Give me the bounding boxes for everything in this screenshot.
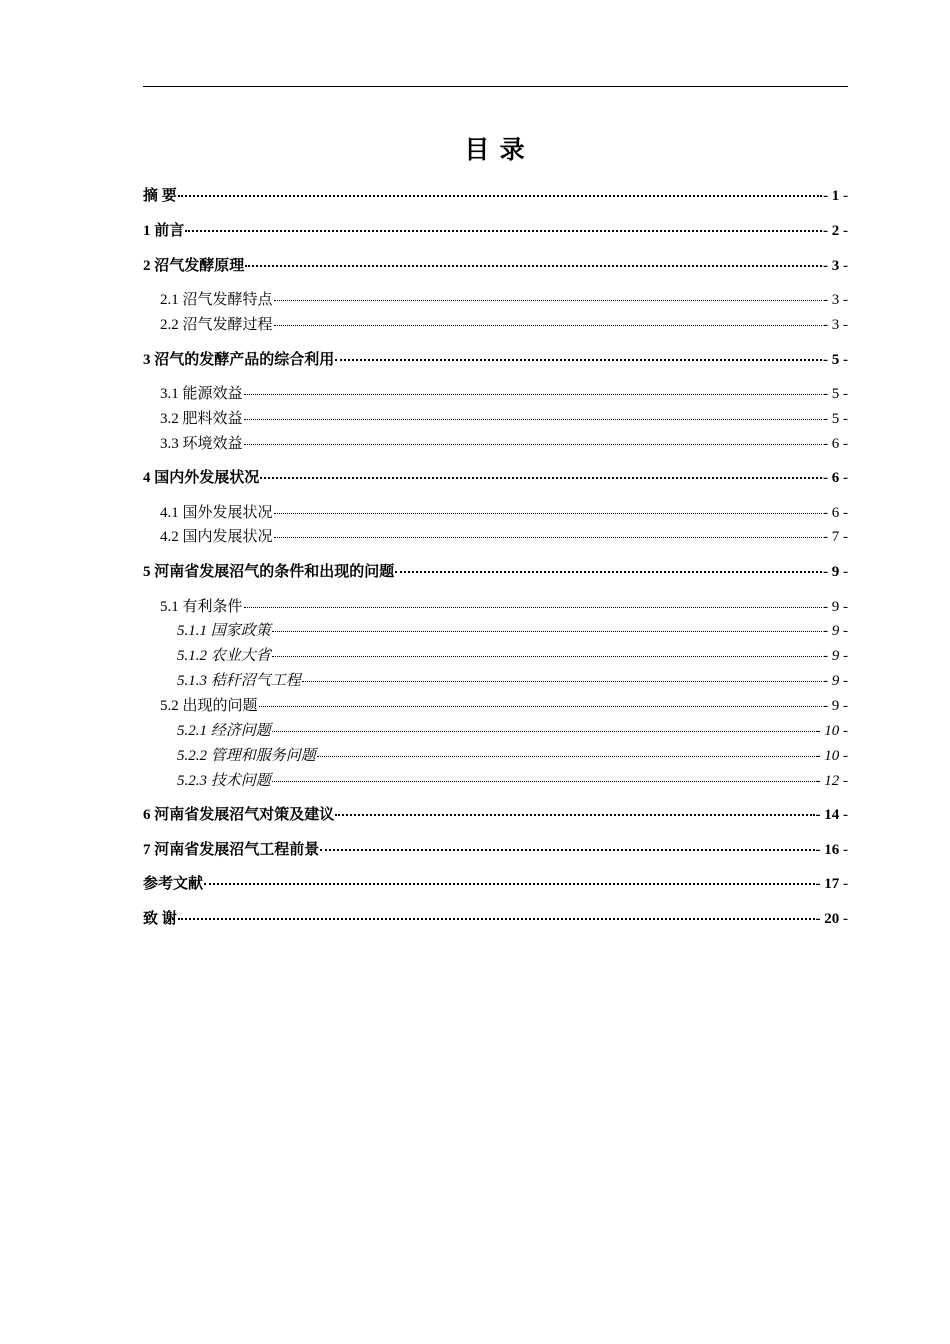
dot-leader [245, 265, 822, 267]
toc-entry-label: 2.1 沼气发酵特点 [160, 292, 273, 308]
dot-leader [335, 359, 822, 361]
toc-entry-page: - 9 - [823, 599, 848, 615]
toc-entry[interactable] [143, 315, 848, 335]
header-rule [143, 86, 848, 87]
toc-entry[interactable] [143, 909, 848, 929]
toc-entry-page: - 9 - [823, 564, 848, 580]
dot-leader [259, 706, 822, 707]
dot-leader [395, 571, 822, 573]
toc-entry-label: 5 河南省发展沼气的条件和出现的问题 [143, 564, 395, 580]
dot-leader [274, 325, 822, 326]
toc-entry-page: - 9 - [823, 673, 848, 689]
toc-entry-label: 3.3 环境效益 [160, 436, 243, 452]
toc-entry[interactable] [143, 696, 848, 716]
dot-leader [335, 814, 814, 816]
toc-entry-page: - 20 - [815, 911, 848, 927]
toc-entry-label: 7 河南省发展沼气工程前景 [143, 842, 320, 858]
toc-entry[interactable] [143, 805, 848, 825]
dot-leader [320, 849, 814, 851]
toc-entry-page: - 5 - [823, 411, 848, 427]
toc-entry[interactable] [143, 350, 848, 370]
toc-entry[interactable] [143, 771, 848, 791]
dot-leader [204, 883, 814, 885]
dot-leader [178, 195, 822, 197]
toc-entry-label: 致 谢 [143, 911, 177, 927]
toc-entry-label: 1 前言 [143, 223, 185, 239]
dot-leader [244, 419, 822, 420]
toc-entry[interactable] [143, 671, 848, 691]
toc-entry-label: 参考文献 [143, 876, 204, 892]
toc-entry-label: 5.1.1 国家政策 [177, 623, 271, 639]
toc-entry-page: - 6 - [823, 436, 848, 452]
toc-entry-label: 5.1.2 农业大省 [177, 648, 271, 664]
toc-title: 目 录 [464, 137, 527, 164]
toc-entry-page: - 10 - [815, 748, 848, 764]
dot-leader [244, 394, 822, 395]
toc-entry[interactable] [143, 256, 848, 276]
dot-leader [260, 477, 822, 479]
dot-leader [178, 918, 815, 920]
toc-entry-label: 5.2.2 管理和服务问题 [177, 748, 316, 764]
toc-entry-label: 4.2 国内发展状况 [160, 529, 273, 545]
toc-entry-label: 3.2 肥料效益 [160, 411, 243, 427]
toc-entry[interactable] [143, 840, 848, 860]
toc-entry-label: 4 国内外发展状况 [143, 470, 260, 486]
toc-entry-page: - 17 - [815, 876, 848, 892]
toc-entry-page: - 9 - [823, 648, 848, 664]
dot-leader [244, 444, 822, 445]
dot-leader [302, 681, 822, 682]
toc-entry-label: 4.1 国外发展状况 [160, 505, 273, 521]
toc-entry-label: 5.1 有利条件 [160, 599, 243, 615]
toc-entry-page: - 3 - [823, 258, 848, 274]
toc-entry[interactable] [143, 721, 848, 741]
toc-entry-page: - 6 - [823, 505, 848, 521]
toc-entry-page: - 10 - [815, 723, 848, 739]
toc-entry-page: - 16 - [815, 842, 848, 858]
toc-entry-page: - 5 - [823, 352, 848, 368]
toc-entry[interactable] [143, 290, 848, 310]
toc-entry[interactable] [143, 646, 848, 666]
dot-leader [317, 756, 815, 757]
toc-entry[interactable] [143, 384, 848, 404]
dot-leader [274, 537, 822, 538]
toc-entry-page: - 2 - [823, 223, 848, 239]
toc-entry-label: 5.2 出现的问题 [160, 698, 258, 714]
toc-entry[interactable] [143, 503, 848, 523]
dot-leader [274, 513, 822, 514]
toc-entry-page: - 12 - [815, 773, 848, 789]
toc-entry[interactable] [143, 527, 848, 547]
toc-entry-page: - 6 - [823, 470, 848, 486]
toc-entry[interactable] [143, 409, 848, 429]
toc-entry[interactable] [143, 621, 848, 641]
toc-entry-label: 5.2.1 经济问题 [177, 723, 271, 739]
toc-entry[interactable] [143, 468, 848, 488]
toc-entry-label: 摘 要 [143, 188, 177, 204]
toc-entry-page: - 1 - [823, 188, 848, 204]
toc-entry-page: - 9 - [823, 623, 848, 639]
toc-entry-label: 5.2.3 技术问题 [177, 773, 271, 789]
dot-leader [274, 300, 822, 301]
toc-entry-label: 3.1 能源效益 [160, 386, 243, 402]
toc-entry-page: - 9 - [823, 698, 848, 714]
toc-entry-page: - 3 - [823, 317, 848, 333]
dot-leader [272, 781, 815, 782]
toc-entry-page: - 14 - [815, 807, 848, 823]
toc-entry-label: 2 沼气发酵原理 [143, 258, 245, 274]
toc-entry[interactable] [143, 562, 848, 582]
dot-leader [272, 731, 815, 732]
toc-entry-label: 2.2 沼气发酵过程 [160, 317, 273, 333]
dot-leader [272, 631, 822, 632]
toc-entry-page: - 7 - [823, 529, 848, 545]
toc-entry-page: - 5 - [823, 386, 848, 402]
dot-leader [272, 656, 822, 657]
toc-entry-label: 3 沼气的发酵产品的综合利用 [143, 352, 335, 368]
toc-entry[interactable] [143, 434, 848, 454]
dot-leader [244, 607, 822, 608]
toc-entry-label: 5.1.3 秸秆沼气工程 [177, 673, 301, 689]
toc-entry[interactable] [143, 597, 848, 617]
toc-entry[interactable] [143, 186, 848, 206]
toc-entry-page: - 3 - [823, 292, 848, 308]
toc-entry-label: 6 河南省发展沼气对策及建议 [143, 807, 335, 823]
toc-entry[interactable] [143, 874, 848, 894]
dot-leader [185, 230, 822, 232]
toc-entry[interactable] [143, 221, 848, 241]
toc-entry[interactable] [143, 746, 848, 766]
